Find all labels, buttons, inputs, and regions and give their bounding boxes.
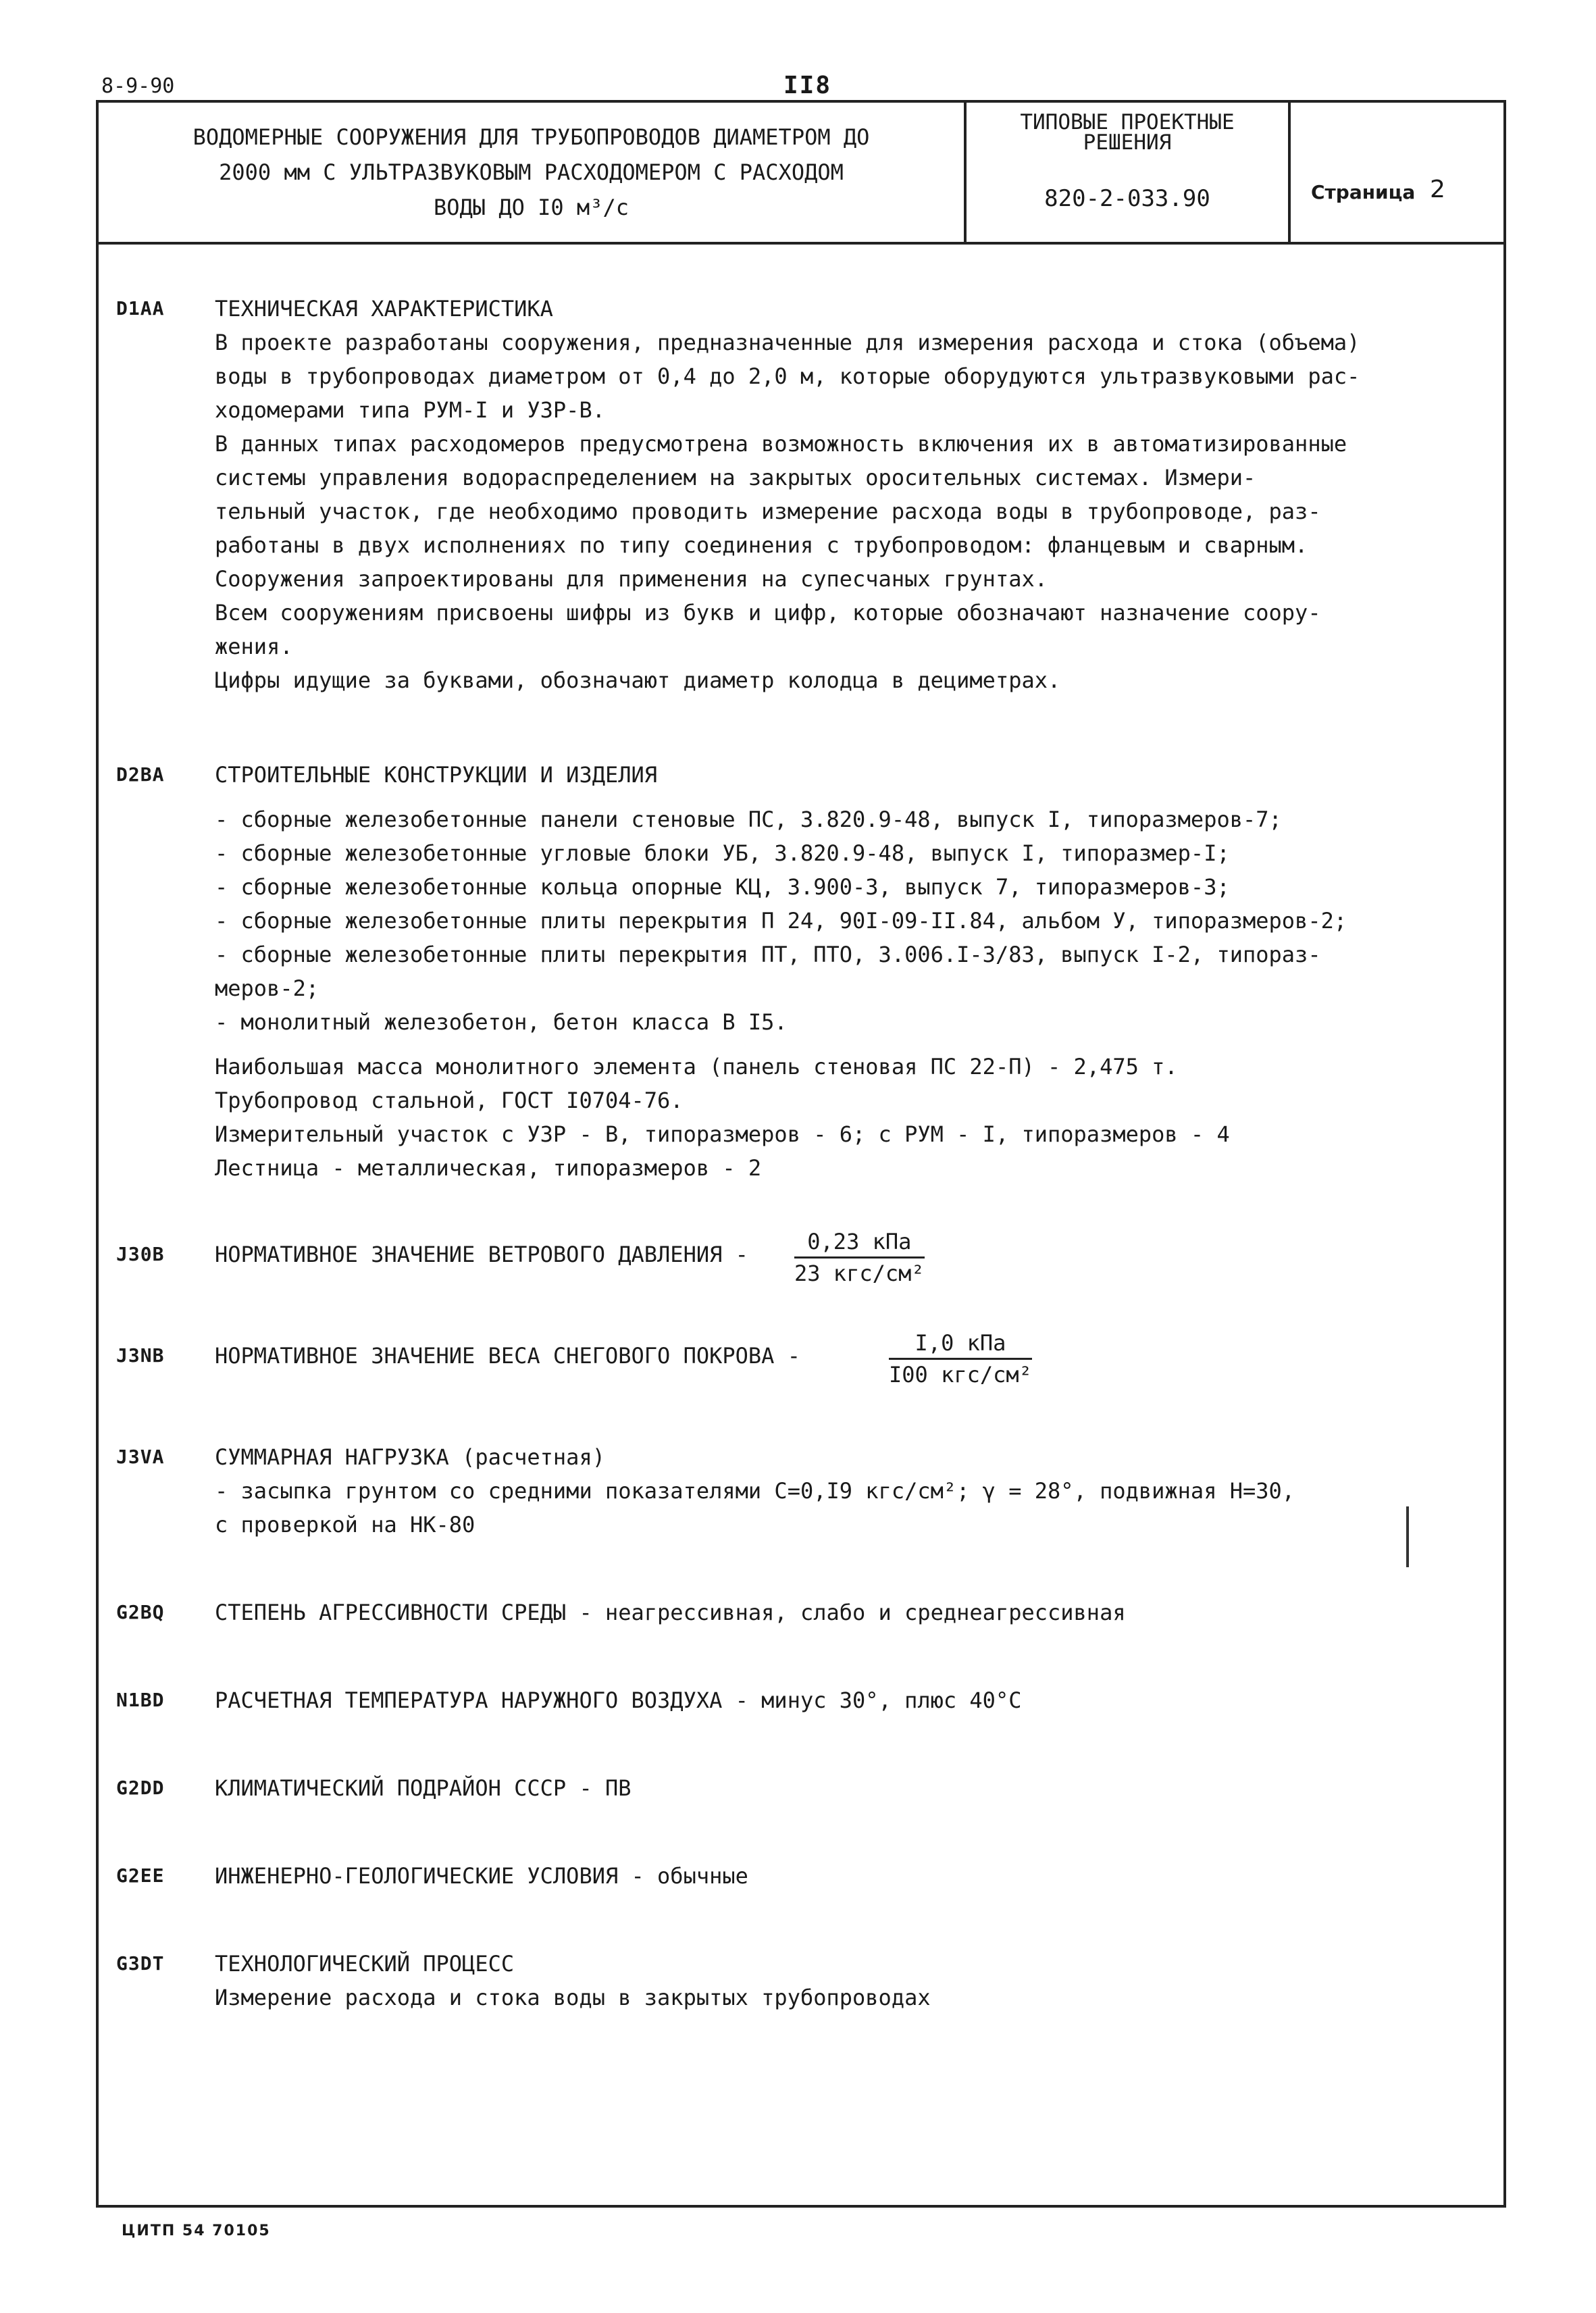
section-value: - ПВ xyxy=(566,1775,632,1801)
text-line: тельный участок, где необходимо проводить измерение расхода воды в трубопроводе, раз- xyxy=(215,499,1321,524)
series-label-line1: ТИПОВЫЕ ПРОЕКТНЫЕ xyxy=(1020,110,1235,134)
section-heading: СТЕПЕНЬ АГРЕССИВНОСТИ СРЕДЫ xyxy=(215,1600,567,1625)
section-code: N1BD xyxy=(116,1689,165,1711)
text-line: системы управления водораспределением на закрытых оросительных системах. Измери- xyxy=(215,465,1256,490)
section-code: D1AA xyxy=(116,297,165,320)
list-item: - монолитный железобетон, бетон класса В I5. xyxy=(215,1009,788,1035)
section-code: G3DT xyxy=(116,1952,165,1975)
list-item: - сборные железобетонные кольца опорные КЦ, 3.900-3, выпуск 7, типоразмеров-3; xyxy=(215,874,1230,900)
text-line: воды в трубопроводах диаметром от 0,4 до 2,0 м, которые оборудуются ультразвуковыми рас- xyxy=(215,363,1360,389)
title-line: 2000 мм С УЛЬТРАЗВУКОВЫМ РАСХОДОМЕРОМ С РАСХОДОМ xyxy=(219,159,844,185)
fraction-numerator: I,0 кПа xyxy=(889,1328,1032,1360)
section-heading: ТЕХНИЧЕСКАЯ ХАРАКТЕРИСТИКА xyxy=(215,296,553,322)
section-value: - неагрессивная, слабо и среднеагрессивная xyxy=(566,1600,1126,1625)
title-line: ВОДЫ ДО I0 м³/с xyxy=(434,195,629,220)
text-line: - засыпка грунтом со средними показателями С=0,I9 кгс/см²; γ = 28°, подвижная Н=30, xyxy=(215,1478,1295,1504)
text-line: Измерительный участок с УЗР - В, типоразмеров - 6; с РУМ - I, типоразмеров - 4 xyxy=(215,1121,1230,1147)
fraction-denominator: 23 кгс/см² xyxy=(794,1261,925,1286)
section-code: J30B xyxy=(116,1243,165,1265)
document-frame xyxy=(96,100,1506,2208)
section-heading: КЛИМАТИЧЕСКИЙ ПОДРАЙОН СССР xyxy=(215,1775,567,1801)
footer-code: ЦИТП 54 70105 xyxy=(122,2222,271,2239)
heading-note: (расчетная) xyxy=(448,1444,605,1470)
text-line: В данных типах расходомеров предусмотрена возможность включения их в автоматизированные xyxy=(215,431,1347,457)
series-number: 820-2-033.90 xyxy=(1044,185,1210,212)
section-code: J3VA xyxy=(116,1446,165,1468)
section-code: D2BA xyxy=(116,763,165,786)
text-line: В проекте разработаны сооружения, предназначенные для измерения расхода и стока (объема) xyxy=(215,330,1360,355)
text-line: с проверкой на НК-80 xyxy=(215,1512,475,1537)
text-line: работаны в двух исполнениях по типу соединения с трубопроводом: фланцевым и сварным. xyxy=(215,532,1308,558)
section-value: - минус 30°, плюс 40°С xyxy=(722,1687,1022,1713)
document-title xyxy=(99,103,967,242)
list-item: меров-2; xyxy=(215,975,319,1001)
text-line: Всем сооружениям присвоены шифры из букв и цифр, которые обозначают назначение соору- xyxy=(215,600,1321,626)
section-heading: СУММАРНАЯ НАГРУЗКА xyxy=(215,1444,449,1470)
title-line: ВОДОМЕРНЫЕ СООРУЖЕНИЯ ДЛЯ ТРУБОПРОВОДОВ ДИАМЕТРОМ ДО xyxy=(192,124,870,150)
section-code: G2DD xyxy=(116,1777,165,1799)
series-label-line2: РЕШЕНИЯ xyxy=(1083,130,1172,155)
page-number: II8 xyxy=(783,72,832,99)
section-heading: НОРМАТИВНОЕ ЗНАЧЕНИЕ ВЕСА СНЕГОВОГО ПОКРОВА - xyxy=(215,1343,800,1369)
section-heading: ТЕХНОЛОГИЧЕСКИЙ ПРОЦЕСС xyxy=(215,1951,515,1977)
text-line: Измерение расхода и стока воды в закрытых трубопроводах xyxy=(215,1985,931,2010)
fraction-numerator: 0,23 кПа xyxy=(794,1227,925,1259)
wind-pressure-fraction xyxy=(794,1227,925,1288)
text-line: жения. xyxy=(215,634,293,659)
section-heading: ИНЖЕНЕРНО-ГЕОЛОГИЧЕСКИЕ УСЛОВИЯ xyxy=(215,1863,619,1889)
list-item: - сборные железобетонные плиты перекрытия ПТ, ПТО, 3.006.I-3/83, выпуск I-2, типораз- xyxy=(215,942,1321,967)
section-value: - обычные xyxy=(618,1863,748,1889)
page-cell xyxy=(1291,103,1504,242)
page-label: Страница xyxy=(1311,181,1416,203)
fraction-denominator: I00 кгс/см² xyxy=(889,1362,1032,1388)
snow-load-fraction xyxy=(889,1328,1032,1390)
document-code: 8-9-90 xyxy=(101,74,175,98)
list-item: - сборные железобетонные угловые блоки УБ, 3.820.9-48, выпуск I, типоразмер-I; xyxy=(215,840,1230,866)
section-heading: РАСЧЕТНАЯ ТЕМПЕРАТУРА НАРУЖНОГО ВОЗДУХА xyxy=(215,1687,723,1713)
text-line: ходомерами типа РУМ-I и УЗР-В. xyxy=(215,397,605,423)
margin-mark xyxy=(1406,1506,1409,1567)
title-block xyxy=(99,103,1503,245)
series-cell xyxy=(967,103,1291,242)
section-code: G2EE xyxy=(116,1864,165,1887)
section-heading: СТРОИТЕЛЬНЫЕ КОНСТРУКЦИИ И ИЗДЕЛИЯ xyxy=(215,762,658,788)
section-code: J3NB xyxy=(116,1344,165,1367)
section-code: G2BQ xyxy=(116,1601,165,1623)
list-item: - сборные железобетонные плиты перекрытия П 24, 90I-09-II.84, альбом У, типоразмеров-2; xyxy=(215,908,1347,934)
text-line: Наибольшая масса монолитного элемента (панель стеновая ПС 22-П) - 2,475 т. xyxy=(215,1054,1178,1079)
text-line: Сооружения запроектированы для применения на супесчаных грунтах. xyxy=(215,566,1048,592)
section-heading: НОРМАТИВНОЕ ЗНАЧЕНИЕ ВЕТРОВОГО ДАВЛЕНИЯ - xyxy=(215,1242,748,1267)
text-line: Трубопровод стальной, ГОСТ I0704-76. xyxy=(215,1088,684,1113)
list-item: - сборные железобетонные панели стеновые ПС, 3.820.9-48, выпуск I, типоразмеров-7; xyxy=(215,807,1282,832)
page-value: 2 xyxy=(1430,176,1445,203)
text-line: Лестница - металлическая, типоразмеров - 2 xyxy=(215,1155,762,1181)
text-line: Цифры идущие за буквами, обозначают диаметр колодца в дециметрах. xyxy=(215,667,1061,693)
